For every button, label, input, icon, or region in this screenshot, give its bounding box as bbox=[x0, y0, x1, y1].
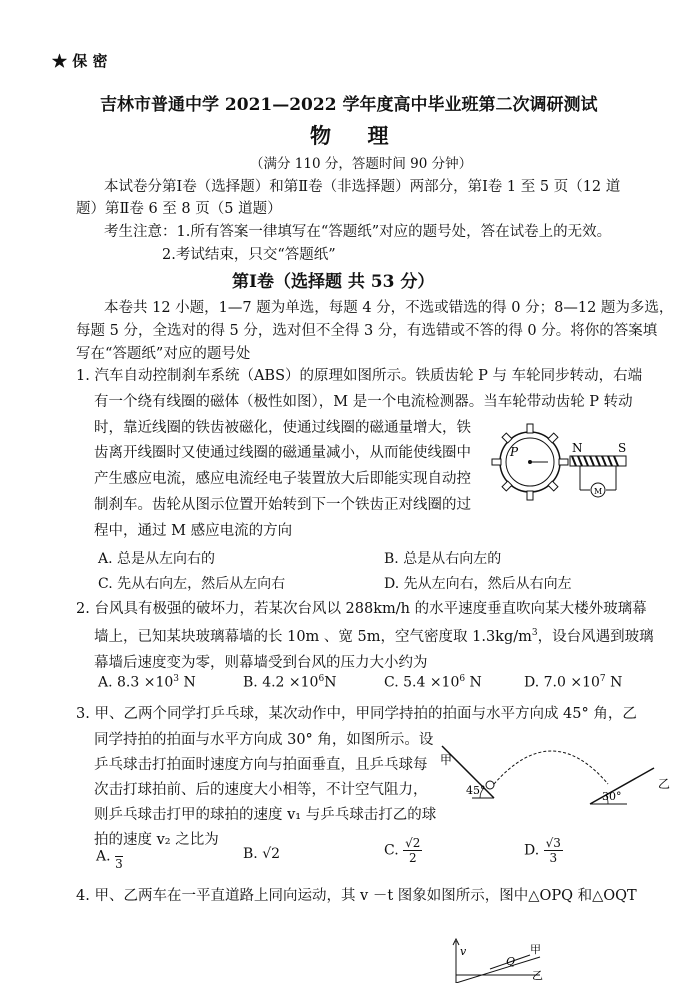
q3-line: 乒乓球击打拍面时速度方向与拍面垂直，且乒乓球每 bbox=[94, 757, 428, 773]
line-yi-label: 乙 bbox=[532, 969, 543, 982]
exam-title: 吉林市普通中学 2021—2022 学年度高中毕业班第二次调研测试 bbox=[100, 95, 598, 115]
q1-line: 产生感应电流，感应电流经电子装置放大后即能实现自动控 bbox=[94, 471, 471, 487]
q3-option-c-fraction: $\frac{√2}{2}$ bbox=[405, 836, 421, 865]
section-title: 第Ⅰ卷（选择题 共 53 分） bbox=[232, 272, 435, 292]
q2-line-3: 幕墙后速度变为零，则幕墙受到台风的压力大小约为 bbox=[94, 655, 428, 671]
q2-option-d: D. $7.0 \times 10^7$ N bbox=[524, 674, 623, 691]
meter-label: M bbox=[594, 487, 603, 496]
q3-line: 同学持拍的拍面与水平方向成 30° 角，如图所示。设 bbox=[94, 732, 434, 748]
angle-right-label: 30° bbox=[602, 790, 622, 803]
q2-line-2 bbox=[94, 620, 654, 650]
notice-line-2: 2.考试结束，只交“答题纸” bbox=[162, 247, 336, 263]
q3-option-a-fraction: 3 bbox=[115, 842, 123, 871]
q3-line: 3. 甲、乙两个同学打乒乓球，某次动作中，甲同学持拍的拍面与水平方向成 45° 角，乙 bbox=[76, 706, 637, 722]
notice-line-1: 考生注意：1.所有答案一律填写在“答题纸”对应的题号处，答在试卷上的无效。 bbox=[104, 224, 612, 240]
q2-density-exponent: 3 bbox=[531, 628, 538, 638]
paddle-right-label: 乙 bbox=[658, 777, 671, 791]
abs-figure bbox=[488, 420, 638, 505]
vt-graph-figure bbox=[440, 935, 560, 983]
intro-line-2: 题）第Ⅱ卷 6 至 8 页（5 道题） bbox=[76, 201, 282, 217]
line-jia-label: 甲 bbox=[530, 943, 541, 956]
table-tennis-figure bbox=[432, 738, 682, 810]
q1-line: 制刹车。齿轮从图示位置开始转到下一个铁齿正对线圈的过 bbox=[94, 497, 471, 513]
gear-icon bbox=[492, 424, 568, 500]
q1-line: 程中，通过 M 感应电流的方向 bbox=[94, 523, 293, 539]
q1-option-c: C. 先从右向左，然后从左向右 bbox=[98, 576, 286, 592]
ball-icon bbox=[486, 781, 494, 789]
magnet-north-label: N bbox=[572, 441, 583, 455]
q3-line: 则乒乓球击打甲的球拍的速度 v₁ 与乒乓球击打乙的球 bbox=[94, 807, 437, 823]
score-time: （满分 110 分，答题时间 90 分钟） bbox=[250, 156, 473, 172]
q4-line-1: 4. 甲、乙两车在一平直道路上同向运动，其 v －t 图象如图所示，图中△OPQ 和△OQT bbox=[76, 888, 637, 904]
q1-option-b: B. 总是从右向左的 bbox=[384, 551, 502, 567]
q1-option-d: D. 先从左向右，然后从右向左 bbox=[384, 576, 572, 592]
q3-option-c: C. $\frac{√2}{2}$ bbox=[384, 836, 421, 865]
paddle-left-label: 甲 bbox=[440, 753, 453, 767]
q3-option-b: B. √2 bbox=[243, 846, 281, 862]
section-desc-1: 本卷共 12 小题，1—7 题为单选，每题 4 分，不选或错选的得 0 分；8—12 题为多选， bbox=[104, 300, 674, 316]
q3-option-a: A. 3 bbox=[96, 842, 123, 871]
q1-option-a: A. 总是从左向右的 bbox=[98, 551, 216, 567]
q2-option-b: B. $4.2 \times 10^6N$ bbox=[243, 674, 337, 691]
q2-line-1: 2. 台风具有极强的破坏力，若某次台风以 288km/h 的水平速度垂直吹向某大楼外玻璃幕 bbox=[76, 601, 647, 617]
q3-line: 次击打球拍前、后的速度大小相等，不计空气阻力， bbox=[94, 782, 428, 798]
section-desc-2: 每题 5 分，全选对的得 5 分，选对但不全得 3 分，有选错或不答的得 0 分。将你的答案填 bbox=[76, 323, 658, 339]
gear-label-p: P bbox=[510, 445, 519, 459]
q2-option-c: C. $5.4 \times 10^6$ N bbox=[384, 674, 482, 691]
intro-line-1: 本试卷分第Ⅰ卷（选择题）和第Ⅱ卷（非选择题）两部分，第Ⅰ卷 1 至 5 页（12 道 bbox=[104, 179, 621, 195]
v-axis-label: v bbox=[460, 945, 467, 958]
q2-line-2-text: 墙上，已知某块玻璃幕墙的长 10m 、宽 5m，空气密度取 1.3kg/m bbox=[94, 628, 532, 645]
section-desc-3: 写在“答题纸”对应的题号处 bbox=[76, 346, 251, 362]
secret-mark: ★ 保 密 bbox=[52, 52, 108, 70]
point-q-label: Q bbox=[506, 955, 516, 968]
q1-line: 齿离开线圈时又使通过线圈的磁通量减小，从而能使线圈中 bbox=[94, 445, 471, 461]
magnet-south-label: S bbox=[618, 441, 627, 455]
q2-line-2-tail: ，设台风遇到玻璃 bbox=[537, 628, 654, 645]
angle-left-label: 45° bbox=[466, 784, 486, 797]
q1-line: 时，靠近线圈的铁齿被磁化，使通过线圈的磁通量增大，铁 bbox=[94, 420, 471, 436]
q1-line: 有一个绕有线圈的磁体（极性如图），M 是一个电流检测器。当车轮带动齿轮 P 转动 bbox=[94, 394, 633, 410]
q3-option-d-fraction: $\frac{√3}{3}$ bbox=[545, 836, 561, 865]
subject-title: 物 理 bbox=[310, 123, 389, 148]
q1-line: 1. 汽车自动控制刹车系统（ABS）的原理如图所示。铁质齿轮 P 与 车轮同步转动，右端 bbox=[76, 368, 643, 384]
q3-option-d: D. $\frac{√3}{3}$ bbox=[524, 836, 561, 865]
q2-option-a: A. $8.3 \times 10^3$ N bbox=[98, 674, 196, 691]
q3-line: 拍的速度 v₂ 之比为 bbox=[94, 832, 219, 848]
